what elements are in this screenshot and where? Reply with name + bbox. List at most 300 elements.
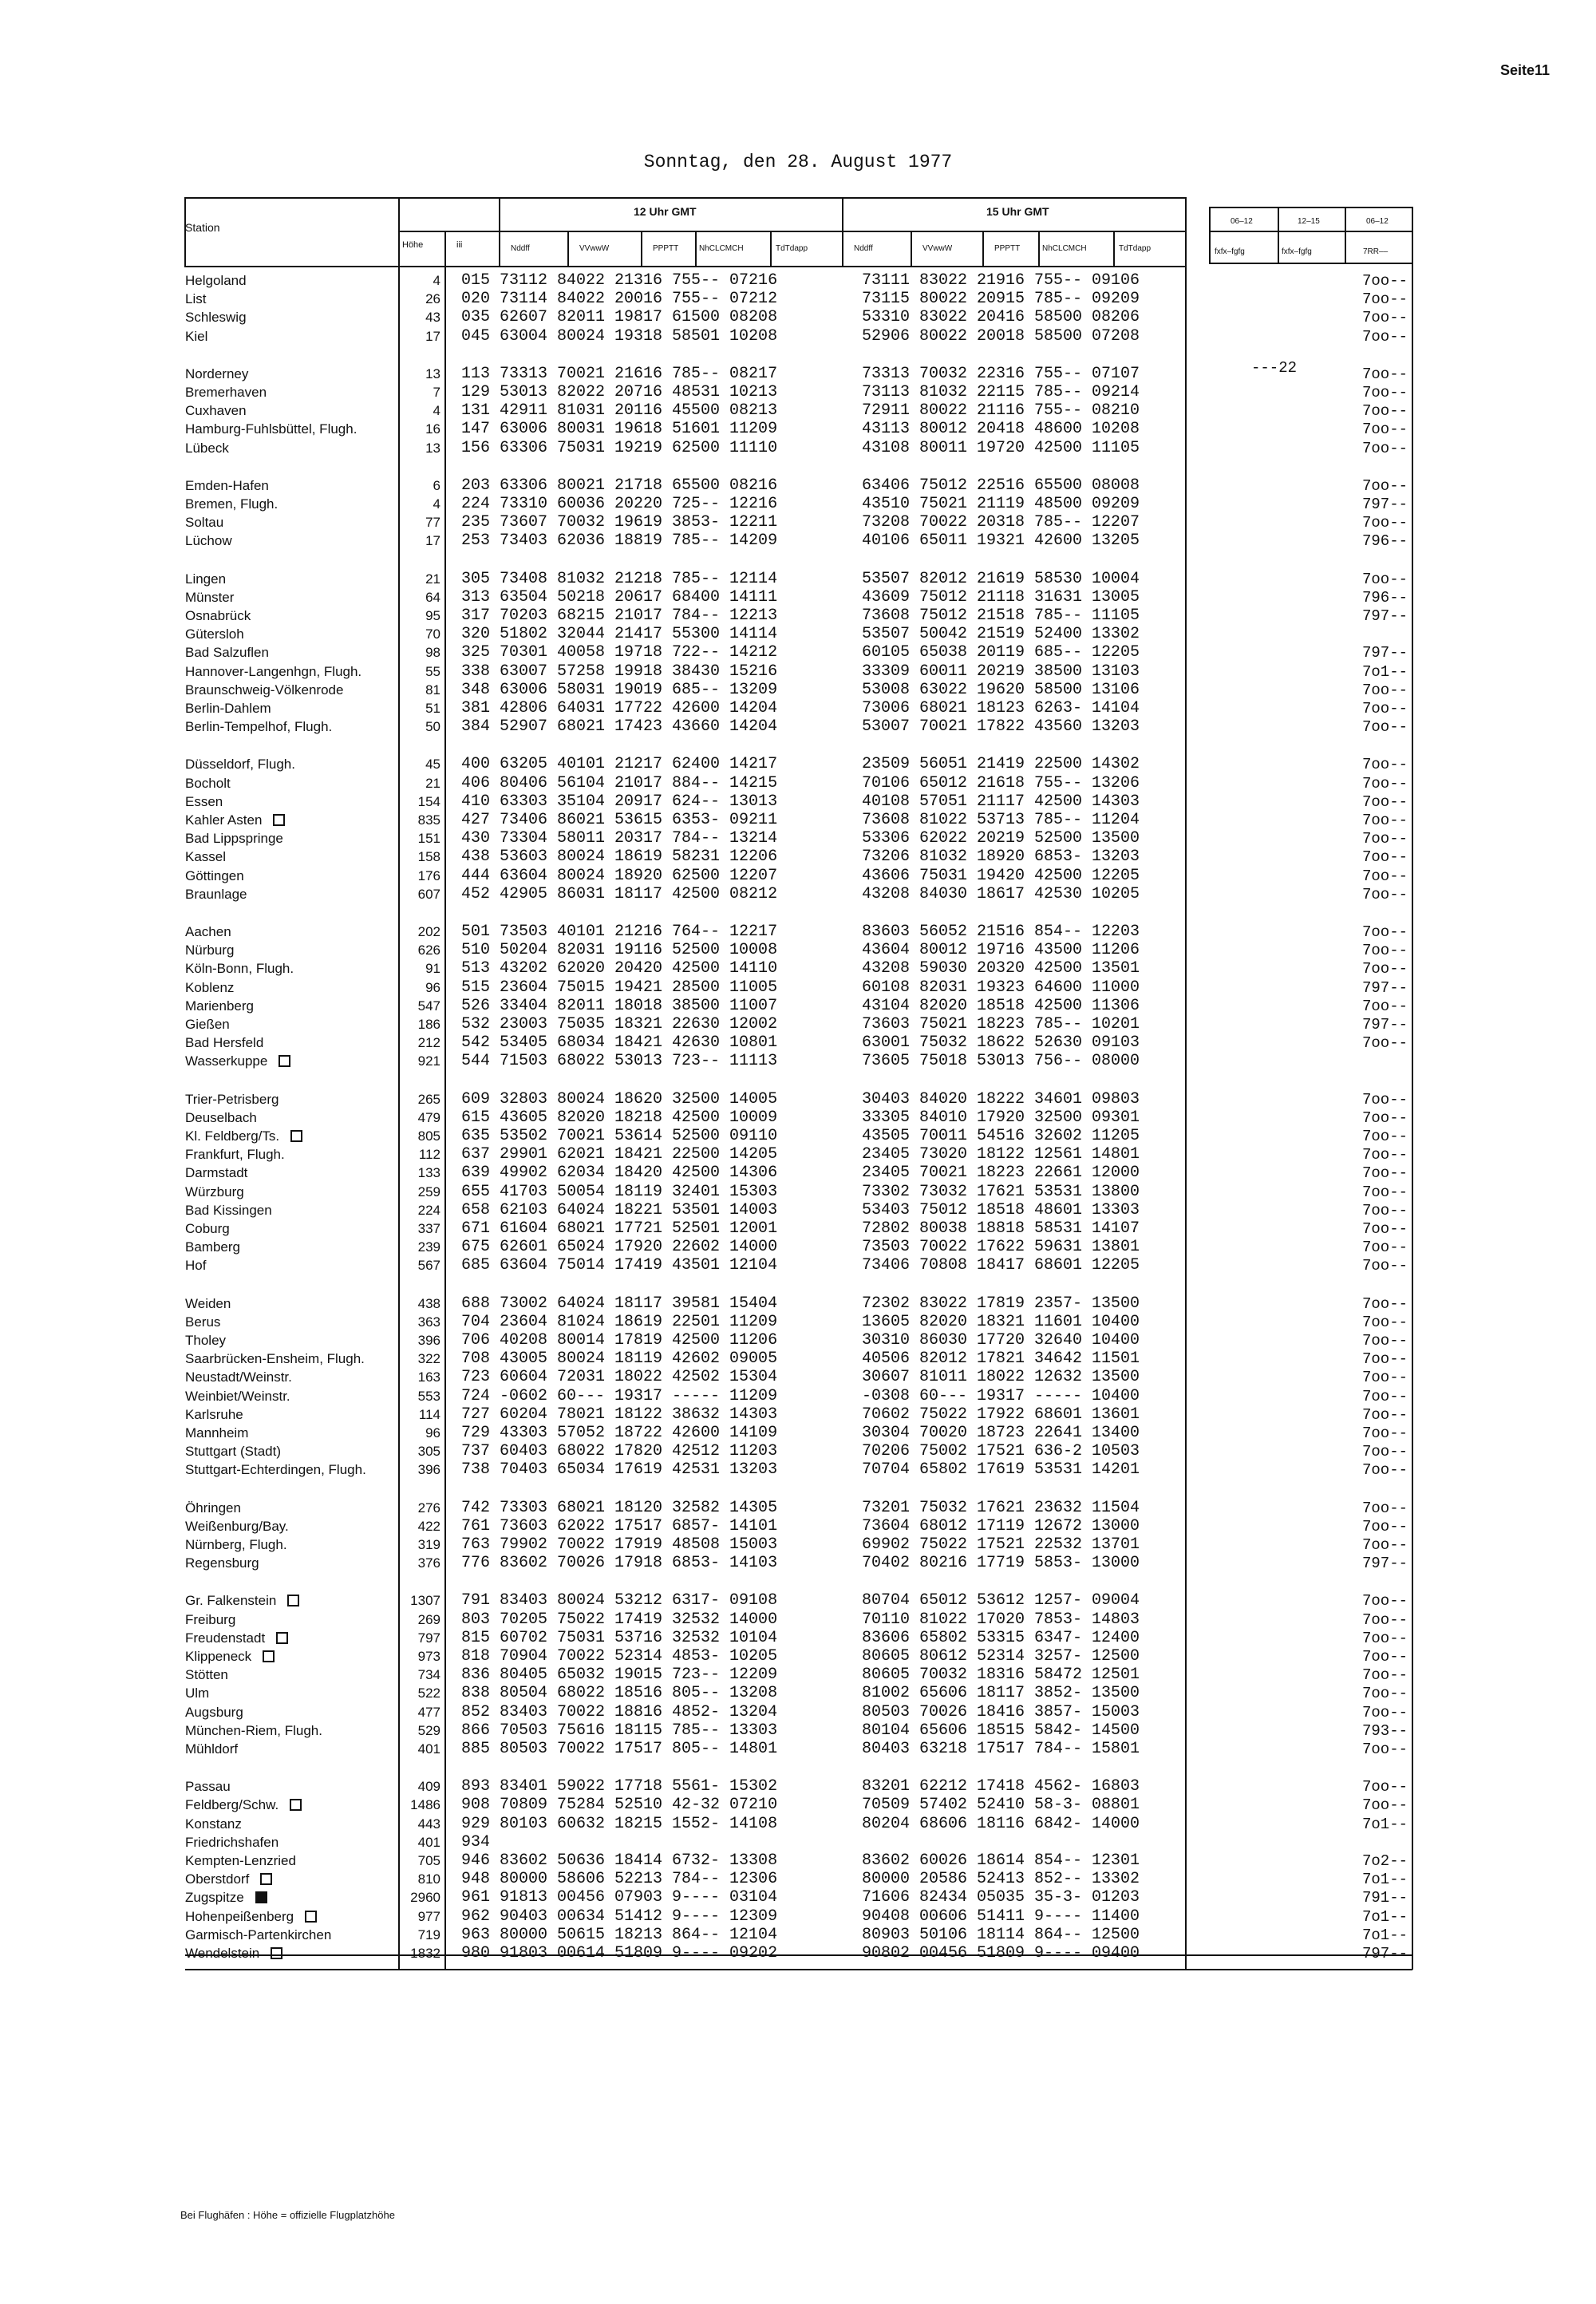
precip-code: 7o2-- bbox=[1361, 1852, 1408, 1870]
station-label: Regensburg bbox=[185, 1555, 259, 1571]
station-height: 212 bbox=[417, 1035, 440, 1051]
station-height: 529 bbox=[417, 1722, 440, 1738]
station-name bbox=[185, 496, 278, 512]
obs-12utc: 708 43005 80024 18119 42602 09005 bbox=[461, 1350, 778, 1369]
page-number: Seite11 bbox=[1500, 62, 1551, 78]
obs-12utc: 635 53502 70021 53614 52500 09110 bbox=[461, 1127, 778, 1145]
obs-15utc: 53007 70021 17822 43560 13203 bbox=[862, 717, 1140, 737]
station-label: Gießen bbox=[185, 1017, 230, 1032]
obs-15utc: 73406 70808 18417 68601 12205 bbox=[862, 1256, 1140, 1275]
obs-12utc: 852 83403 70022 18816 4852- 13204 bbox=[461, 1702, 778, 1721]
precip-code: 7oo-- bbox=[1361, 309, 1408, 327]
station-name bbox=[185, 1389, 290, 1405]
station-label: Klippeneck bbox=[185, 1649, 252, 1664]
obs-12utc: 615 43605 82020 18218 42500 10009 bbox=[461, 1108, 778, 1127]
station-name bbox=[185, 1035, 263, 1051]
station-height: 4 bbox=[433, 496, 440, 512]
station-name bbox=[185, 849, 226, 865]
square-icon bbox=[276, 1632, 288, 1644]
station-label: Koblenz bbox=[185, 979, 235, 995]
obs-12utc: 948 80000 58606 52213 784-- 12306 bbox=[461, 1870, 778, 1889]
precip-code: 7oo-- bbox=[1361, 1109, 1408, 1127]
precip-code: 7oo-- bbox=[1361, 421, 1408, 439]
obs-12utc: 035 62607 82011 19817 61500 08208 bbox=[461, 308, 778, 327]
obs-15utc: 33305 84010 17920 32500 09301 bbox=[862, 1108, 1140, 1127]
precip-code: 7oo-- bbox=[1361, 718, 1408, 737]
station-height: 363 bbox=[417, 1314, 440, 1330]
station-name bbox=[185, 291, 206, 307]
station-label: Aachen bbox=[185, 924, 231, 939]
station-label: Neustadt/Weinstr. bbox=[185, 1369, 292, 1385]
station-name bbox=[185, 1797, 302, 1813]
station-height: 479 bbox=[417, 1109, 440, 1125]
station-label: Freiburg bbox=[185, 1611, 236, 1627]
obs-15utc: 40108 57051 21117 42500 14303 bbox=[862, 792, 1140, 811]
obs-12utc: 724 -0602 60--- 19317 ----- 11209 bbox=[461, 1386, 778, 1405]
station-height: 13 bbox=[425, 440, 440, 456]
precip-code: 7oo-- bbox=[1361, 700, 1408, 717]
station-label: Lübeck bbox=[185, 440, 229, 456]
station-height: 422 bbox=[417, 1518, 440, 1534]
station-height: 396 bbox=[417, 1333, 440, 1348]
obs-15utc: 81002 65606 18117 3852- 13500 bbox=[862, 1684, 1140, 1703]
station-name bbox=[185, 329, 207, 345]
precip-code: 7oo-- bbox=[1361, 570, 1408, 588]
obs-12utc: 015 73112 84022 21316 755-- 07216 bbox=[461, 271, 778, 290]
obs-15utc: 83606 65802 53315 6347- 12400 bbox=[862, 1628, 1140, 1647]
obs-12utc: 818 70904 70022 52314 4853- 10205 bbox=[461, 1647, 778, 1666]
precip-code: 793-- bbox=[1361, 1721, 1408, 1740]
station-name bbox=[185, 421, 357, 437]
station-label: Braunlage bbox=[185, 886, 247, 902]
station-label: Lingen bbox=[185, 571, 227, 587]
precip-code: 7oo-- bbox=[1361, 1648, 1408, 1666]
precip-code: 7o1-- bbox=[1361, 1926, 1408, 1944]
obs-12utc: 410 63303 35104 20917 624-- 13013 bbox=[461, 792, 778, 811]
obs-12utc: 908 70809 75284 52510 42-32 07210 bbox=[461, 1796, 778, 1815]
obs-15utc: 52906 80022 20018 58500 07208 bbox=[862, 326, 1140, 346]
obs-12utc: 020 73114 84022 20016 755-- 07212 bbox=[461, 290, 778, 309]
obs-15utc: 80503 70026 18416 3857- 15003 bbox=[862, 1702, 1140, 1721]
station-label: Hof bbox=[185, 1258, 207, 1274]
precip-code: 7o1-- bbox=[1361, 1815, 1408, 1833]
precip-code: 7oo-- bbox=[1361, 1313, 1408, 1331]
station-height: 17 bbox=[425, 328, 440, 344]
station-name bbox=[185, 590, 234, 606]
station-label: Öhringen bbox=[185, 1500, 241, 1516]
precip-code: 797-- bbox=[1361, 496, 1408, 513]
precip-code: 7oo-- bbox=[1361, 885, 1408, 903]
station-name bbox=[185, 1017, 230, 1033]
obs-12utc: 637 29901 62021 18421 22500 14205 bbox=[461, 1145, 778, 1164]
obs-15utc: 80403 63218 17517 784-- 15801 bbox=[862, 1740, 1140, 1758]
station-height: 626 bbox=[417, 943, 440, 958]
station-label: Bad Salzuflen bbox=[185, 645, 269, 661]
group-15-header: 15 Uhr GMT bbox=[986, 205, 1049, 218]
obs-15utc: 72911 80022 21116 755-- 08210 bbox=[862, 401, 1140, 421]
obs-15utc: 53403 75012 18518 48601 13303 bbox=[862, 1200, 1140, 1219]
precip-code: 797-- bbox=[1361, 607, 1408, 625]
obs-15utc: 80704 65012 53612 1257- 09004 bbox=[862, 1591, 1140, 1610]
station-height: 16 bbox=[425, 421, 440, 437]
precip-code: 7oo-- bbox=[1361, 1332, 1408, 1350]
obs-15utc: 80605 80612 52314 3257- 12500 bbox=[862, 1647, 1140, 1666]
square-icon bbox=[305, 1911, 317, 1923]
station-height: 322 bbox=[417, 1351, 440, 1367]
station-name bbox=[185, 1853, 296, 1869]
obs-15utc: 23509 56051 21419 22500 14302 bbox=[862, 755, 1140, 774]
station-name bbox=[185, 1555, 259, 1571]
precip-code: 7oo-- bbox=[1361, 1239, 1408, 1257]
station-label: Augsburg bbox=[185, 1704, 243, 1720]
station-label: München-Riem, Flugh. bbox=[185, 1722, 322, 1738]
station-name bbox=[185, 441, 229, 456]
square-icon bbox=[263, 1650, 275, 1662]
obs-15utc: 43208 84030 18617 42530 10205 bbox=[862, 884, 1140, 903]
precip-code: 7oo-- bbox=[1361, 476, 1408, 495]
station-label: Weiden bbox=[185, 1295, 231, 1311]
station-height: 401 bbox=[417, 1834, 440, 1850]
filled-square-icon bbox=[255, 1891, 267, 1903]
obs-12utc: 961 91813 00456 07903 9---- 03104 bbox=[461, 1888, 778, 1907]
station-name bbox=[185, 1053, 290, 1069]
obs-12utc: 400 63205 40101 21217 62400 14217 bbox=[461, 755, 778, 774]
col15-2: VVwwW bbox=[922, 244, 953, 253]
station-name bbox=[185, 1816, 242, 1832]
precip-code: 7oo-- bbox=[1361, 1146, 1408, 1164]
obs-12utc: 320 51802 32044 21417 55300 14114 bbox=[461, 625, 778, 644]
station-height: 51 bbox=[425, 701, 440, 716]
obs-12utc: 609 32803 80024 18620 32500 14005 bbox=[461, 1089, 778, 1109]
station-height: 977 bbox=[417, 1908, 440, 1924]
station-height: 6 bbox=[433, 477, 440, 493]
obs-12utc: 671 61604 68021 17721 52501 12001 bbox=[461, 1219, 778, 1238]
precip-code: 7oo-- bbox=[1361, 997, 1408, 1015]
obs-15utc: 73608 81022 53713 785-- 11204 bbox=[862, 811, 1140, 829]
obs-12utc: 685 63604 75014 17419 43501 12104 bbox=[461, 1256, 778, 1275]
obs-15utc: 23405 73020 18122 12561 14801 bbox=[862, 1145, 1140, 1164]
station-label: Bad Lippspringe bbox=[185, 831, 283, 847]
obs-15utc: 63406 75012 22516 65500 08008 bbox=[862, 476, 1140, 495]
station-height: 98 bbox=[425, 645, 440, 661]
obs-12utc: 791 83403 80024 53212 6317- 09108 bbox=[461, 1591, 778, 1610]
obs-12utc: 704 23604 81024 18619 22501 11209 bbox=[461, 1312, 778, 1331]
precip-code: 7o1-- bbox=[1361, 1871, 1408, 1889]
station-name bbox=[185, 1462, 366, 1478]
station-height: 186 bbox=[417, 1017, 440, 1032]
obs-12utc: 129 53013 82022 20716 48531 10213 bbox=[461, 383, 778, 401]
precip-code: 7oo-- bbox=[1361, 1294, 1408, 1313]
station-name bbox=[185, 515, 223, 531]
obs-12utc: 444 63604 80024 18920 62500 12207 bbox=[461, 866, 778, 885]
obs-12utc: 253 73403 62036 18819 785-- 14209 bbox=[461, 532, 778, 551]
obs-12utc: 203 63306 80021 21718 65500 08216 bbox=[461, 476, 778, 495]
station-height: 176 bbox=[417, 867, 440, 883]
obs-12utc: 962 90403 00634 51412 9---- 12309 bbox=[461, 1907, 778, 1926]
period-2: 12–15 bbox=[1298, 217, 1320, 226]
station-label: Kempten-Lenzried bbox=[185, 1853, 296, 1868]
station-height: 64 bbox=[425, 589, 440, 605]
precip-code: 7oo-- bbox=[1361, 867, 1408, 885]
station-height: 43 bbox=[425, 310, 440, 326]
station-height: 154 bbox=[417, 793, 440, 809]
station-height: 55 bbox=[425, 663, 440, 679]
precip-code: 7oo-- bbox=[1361, 272, 1408, 290]
precip-code: 7oo-- bbox=[1361, 681, 1408, 699]
station-label: Gütersloh bbox=[185, 626, 244, 642]
precip-code: 7oo-- bbox=[1361, 1796, 1408, 1815]
station-name bbox=[185, 1519, 289, 1535]
obs-15utc: 72302 83022 17819 2357- 13500 bbox=[862, 1294, 1140, 1313]
station-height: 921 bbox=[417, 1053, 440, 1069]
station-name bbox=[185, 1537, 287, 1553]
precip-code: 797-- bbox=[1361, 1945, 1408, 1962]
precip-code: 7oo-- bbox=[1361, 942, 1408, 960]
station-label: Stuttgart (Stadt) bbox=[185, 1444, 281, 1460]
obs-12utc: 737 60403 68022 17820 42512 11203 bbox=[461, 1442, 778, 1461]
station-label: Lüchow bbox=[185, 533, 232, 549]
station-name bbox=[185, 757, 295, 773]
obs-12utc: 542 53405 68034 18421 42630 10801 bbox=[461, 1033, 778, 1053]
obs-12utc: 235 73607 70032 19619 3853- 12211 bbox=[461, 513, 778, 532]
obs-15utc: 70206 75002 17521 636-2 10503 bbox=[862, 1442, 1140, 1461]
station-label: Stötten bbox=[185, 1667, 228, 1683]
station-height: 259 bbox=[417, 1184, 440, 1199]
station-name bbox=[185, 645, 269, 661]
station-label: Hannover-Langenhgn, Flugh. bbox=[185, 663, 362, 679]
station-height: 973 bbox=[417, 1649, 440, 1664]
obs-15utc: 80903 50106 18114 864-- 12500 bbox=[862, 1925, 1140, 1944]
station-height: 151 bbox=[417, 831, 440, 847]
station-label: Trier-Petrisberg bbox=[185, 1091, 279, 1107]
obs-15utc: 73006 68021 18123 6263- 14104 bbox=[862, 699, 1140, 717]
precip-code: 7oo-- bbox=[1361, 327, 1408, 346]
precip-code: 7oo-- bbox=[1361, 1220, 1408, 1238]
station-name bbox=[185, 273, 247, 289]
station-label: Karlsruhe bbox=[185, 1406, 243, 1422]
precip-code: 7oo-- bbox=[1361, 1257, 1408, 1275]
station-label: Schleswig bbox=[185, 310, 247, 326]
station-label: Oberstdorf bbox=[185, 1871, 250, 1887]
obs-12utc: 675 62601 65024 17920 22602 14000 bbox=[461, 1238, 778, 1257]
precip-code: 7oo-- bbox=[1361, 1164, 1408, 1183]
station-label: Coburg bbox=[185, 1221, 230, 1236]
obs-12utc: 776 83602 70026 17918 6853- 14103 bbox=[461, 1554, 778, 1573]
station-label: Konstanz bbox=[185, 1816, 242, 1832]
obs-12utc: 526 33404 82011 18018 38500 11007 bbox=[461, 996, 778, 1015]
square-icon bbox=[290, 1799, 302, 1811]
precip-code: 7oo-- bbox=[1361, 1499, 1408, 1517]
station-height: 805 bbox=[417, 1128, 440, 1144]
station-name bbox=[185, 980, 234, 996]
station-name bbox=[185, 385, 267, 401]
station-name bbox=[185, 1927, 331, 1943]
station-name bbox=[185, 812, 285, 828]
station-label: Wasserkuppe bbox=[185, 1053, 268, 1069]
station-label: Emden-Hafen bbox=[185, 477, 269, 493]
precip-code: 7oo-- bbox=[1361, 1592, 1408, 1610]
obs-15utc: 73313 70032 22316 755-- 07107 bbox=[862, 364, 1140, 383]
station-label: Münster bbox=[185, 589, 235, 605]
precip-code: 796-- bbox=[1361, 532, 1408, 551]
station-height: 401 bbox=[417, 1741, 440, 1757]
station-label: Hohenpeißenberg bbox=[185, 1908, 294, 1924]
station-height: 522 bbox=[417, 1686, 440, 1701]
station-name bbox=[185, 310, 247, 326]
station-label: Bamberg bbox=[185, 1239, 240, 1255]
station-height: 4 bbox=[433, 273, 440, 288]
precip-code: 797-- bbox=[1361, 1555, 1408, 1573]
station-label: List bbox=[185, 291, 207, 307]
obs-15utc: 43505 70011 54516 32602 11205 bbox=[862, 1127, 1140, 1145]
obs-15utc: 83603 56052 21516 854-- 12203 bbox=[862, 923, 1140, 941]
station-name bbox=[185, 1612, 235, 1628]
obs-15utc: 43104 82020 18518 42500 11306 bbox=[862, 996, 1140, 1015]
obs-15utc: -0308 60--- 19317 ----- 10400 bbox=[862, 1386, 1140, 1405]
station-name bbox=[185, 1909, 317, 1925]
col12-5: TdTdapp bbox=[776, 244, 808, 253]
station-name bbox=[185, 664, 361, 680]
obs-15utc: 43208 59030 20320 42500 13501 bbox=[862, 959, 1140, 978]
precip-code: 7oo-- bbox=[1361, 1405, 1408, 1424]
station-label: Mühldorf bbox=[185, 1741, 239, 1757]
sub-1: fxfx–fgfg bbox=[1215, 247, 1245, 256]
station-name bbox=[185, 776, 231, 792]
precip-code: 7oo-- bbox=[1361, 1350, 1408, 1369]
obs-12utc: 513 43202 62020 20420 42500 14110 bbox=[461, 959, 778, 978]
station-label: Bad Hersfeld bbox=[185, 1035, 264, 1051]
station-name bbox=[185, 533, 232, 549]
obs-12utc: 381 42806 64031 17722 42600 14204 bbox=[461, 699, 778, 717]
obs-15utc: 43108 80011 19720 42500 11105 bbox=[862, 438, 1140, 457]
station-name bbox=[185, 1630, 288, 1646]
station-label: Weißenburg/Bay. bbox=[185, 1518, 289, 1534]
station-name bbox=[185, 1092, 279, 1108]
obs-12utc: 501 73503 40101 21216 764-- 12217 bbox=[461, 923, 778, 941]
station-name bbox=[185, 719, 332, 735]
station-label: Berlin-Dahlem bbox=[185, 701, 271, 716]
station-label: Göttingen bbox=[185, 867, 244, 883]
station-label: Mannheim bbox=[185, 1425, 249, 1440]
precip-code: 7oo-- bbox=[1361, 1666, 1408, 1685]
obs-15utc: 70602 75022 17922 68601 13601 bbox=[862, 1405, 1140, 1424]
station-name bbox=[185, 1890, 267, 1906]
precip-code: 7oo-- bbox=[1361, 439, 1408, 457]
station-name bbox=[185, 1705, 243, 1721]
station-height: 96 bbox=[425, 979, 440, 995]
station-height: 567 bbox=[417, 1258, 440, 1274]
station-name bbox=[185, 1835, 279, 1851]
station-label: Tholey bbox=[185, 1333, 227, 1348]
station-height: 810 bbox=[417, 1871, 440, 1887]
station-height: 2960 bbox=[410, 1890, 440, 1906]
station-label: Garmisch-Partenkirchen bbox=[185, 1927, 332, 1942]
station-height: 114 bbox=[418, 1406, 440, 1422]
station-name bbox=[185, 943, 234, 958]
obs-12utc: 655 41703 50054 18119 32401 15303 bbox=[461, 1182, 778, 1201]
precip-code: 7oo-- bbox=[1361, 848, 1408, 867]
obs-12utc: 113 73313 70021 21616 785-- 08217 bbox=[461, 364, 778, 383]
station-label: Köln-Bonn, Flugh. bbox=[185, 961, 294, 977]
precip-code: 7oo-- bbox=[1361, 1536, 1408, 1554]
station-name bbox=[185, 1296, 231, 1312]
station-height: 239 bbox=[417, 1239, 440, 1255]
station-label: Essen bbox=[185, 793, 223, 809]
station-height: 50 bbox=[425, 719, 440, 735]
precip-code: 797-- bbox=[1361, 644, 1408, 662]
station-label: Berlin-Tempelhof, Flugh. bbox=[185, 719, 333, 735]
station-name bbox=[185, 1425, 248, 1441]
obs-15utc: 73201 75032 17621 23632 11504 bbox=[862, 1498, 1140, 1517]
station-height: 409 bbox=[417, 1779, 440, 1795]
station-name bbox=[185, 924, 231, 940]
station-label: Saarbrücken-Ensheim, Flugh. bbox=[185, 1351, 365, 1367]
station-name bbox=[185, 682, 343, 698]
station-name bbox=[185, 1221, 230, 1237]
obs-15utc: 80605 70032 18316 58472 12501 bbox=[862, 1666, 1140, 1685]
precip-code: 7oo-- bbox=[1361, 1517, 1408, 1535]
precip-code: 797-- bbox=[1361, 1016, 1408, 1033]
station-label: Berus bbox=[185, 1314, 221, 1330]
obs-15utc: 73113 81032 22115 785-- 09214 bbox=[862, 383, 1140, 401]
station-height: 112 bbox=[418, 1147, 440, 1163]
obs-12utc: 131 42911 81031 20116 45500 08213 bbox=[461, 401, 778, 421]
station-height: 70 bbox=[425, 626, 440, 642]
col15-3: PPPTT bbox=[994, 244, 1021, 253]
obs-15utc: 53310 83022 20416 58500 08206 bbox=[862, 308, 1140, 327]
precip-code: 7oo-- bbox=[1361, 1778, 1408, 1796]
station-name bbox=[185, 1258, 206, 1274]
obs-15utc: 73608 75012 21518 785-- 11105 bbox=[862, 607, 1140, 625]
gust-value: ---22 bbox=[1251, 358, 1298, 377]
obs-12utc: 406 80406 56104 21017 884-- 14215 bbox=[461, 773, 778, 792]
station-height: 547 bbox=[417, 998, 440, 1014]
obs-15utc: 53507 82012 21619 58530 10004 bbox=[862, 569, 1140, 588]
obs-12utc: 946 83602 50636 18414 6732- 13308 bbox=[461, 1851, 778, 1870]
group-12-header: 12 Uhr GMT bbox=[634, 205, 697, 218]
station-label: Cuxhaven bbox=[185, 403, 247, 419]
station-height: 719 bbox=[417, 1927, 440, 1942]
obs-15utc: 72802 80038 18818 58531 14107 bbox=[862, 1219, 1140, 1238]
iii-header: iii bbox=[456, 240, 463, 250]
station-name bbox=[185, 626, 244, 642]
precip-code: 7oo-- bbox=[1361, 1090, 1408, 1109]
station-height: 1307 bbox=[410, 1593, 440, 1609]
precip-code: 7oo-- bbox=[1361, 923, 1408, 941]
obs-15utc: 40506 82012 17821 34642 11501 bbox=[862, 1350, 1140, 1369]
obs-15utc: 73208 70022 20318 785-- 12207 bbox=[862, 513, 1140, 532]
obs-12utc: 803 70205 75022 17419 32532 14000 bbox=[461, 1610, 778, 1629]
obs-15utc: 90408 00606 51411 9---- 11400 bbox=[862, 1907, 1140, 1926]
obs-15utc: 23405 70021 18223 22661 12000 bbox=[862, 1164, 1140, 1183]
obs-12utc: 338 63007 57258 19918 38430 15216 bbox=[461, 662, 778, 681]
obs-15utc: 53306 62022 20219 52500 13500 bbox=[862, 829, 1140, 848]
obs-12utc: 963 80000 50615 18213 864-- 12104 bbox=[461, 1925, 778, 1944]
obs-15utc: 73503 70022 17622 59631 13801 bbox=[862, 1238, 1140, 1257]
station-label: Bremerhaven bbox=[185, 385, 267, 400]
obs-12utc: 147 63006 80031 19618 51601 11209 bbox=[461, 420, 778, 439]
precip-code: 7oo-- bbox=[1361, 812, 1408, 829]
obs-12utc: 515 23604 75015 19421 28500 11005 bbox=[461, 978, 778, 997]
obs-12utc: 156 63306 75031 19219 62500 11110 bbox=[461, 438, 778, 457]
obs-12utc: 738 70403 65034 17619 42531 13203 bbox=[461, 1460, 778, 1480]
col12-2: VVwwW bbox=[579, 244, 610, 253]
station-label: Weinbiet/Weinstr. bbox=[185, 1388, 290, 1404]
col12-3: PPPTT bbox=[653, 244, 679, 253]
station-height: 77 bbox=[425, 515, 440, 531]
station-label: Nürnberg, Flugh. bbox=[185, 1537, 287, 1552]
station-name bbox=[185, 794, 223, 810]
